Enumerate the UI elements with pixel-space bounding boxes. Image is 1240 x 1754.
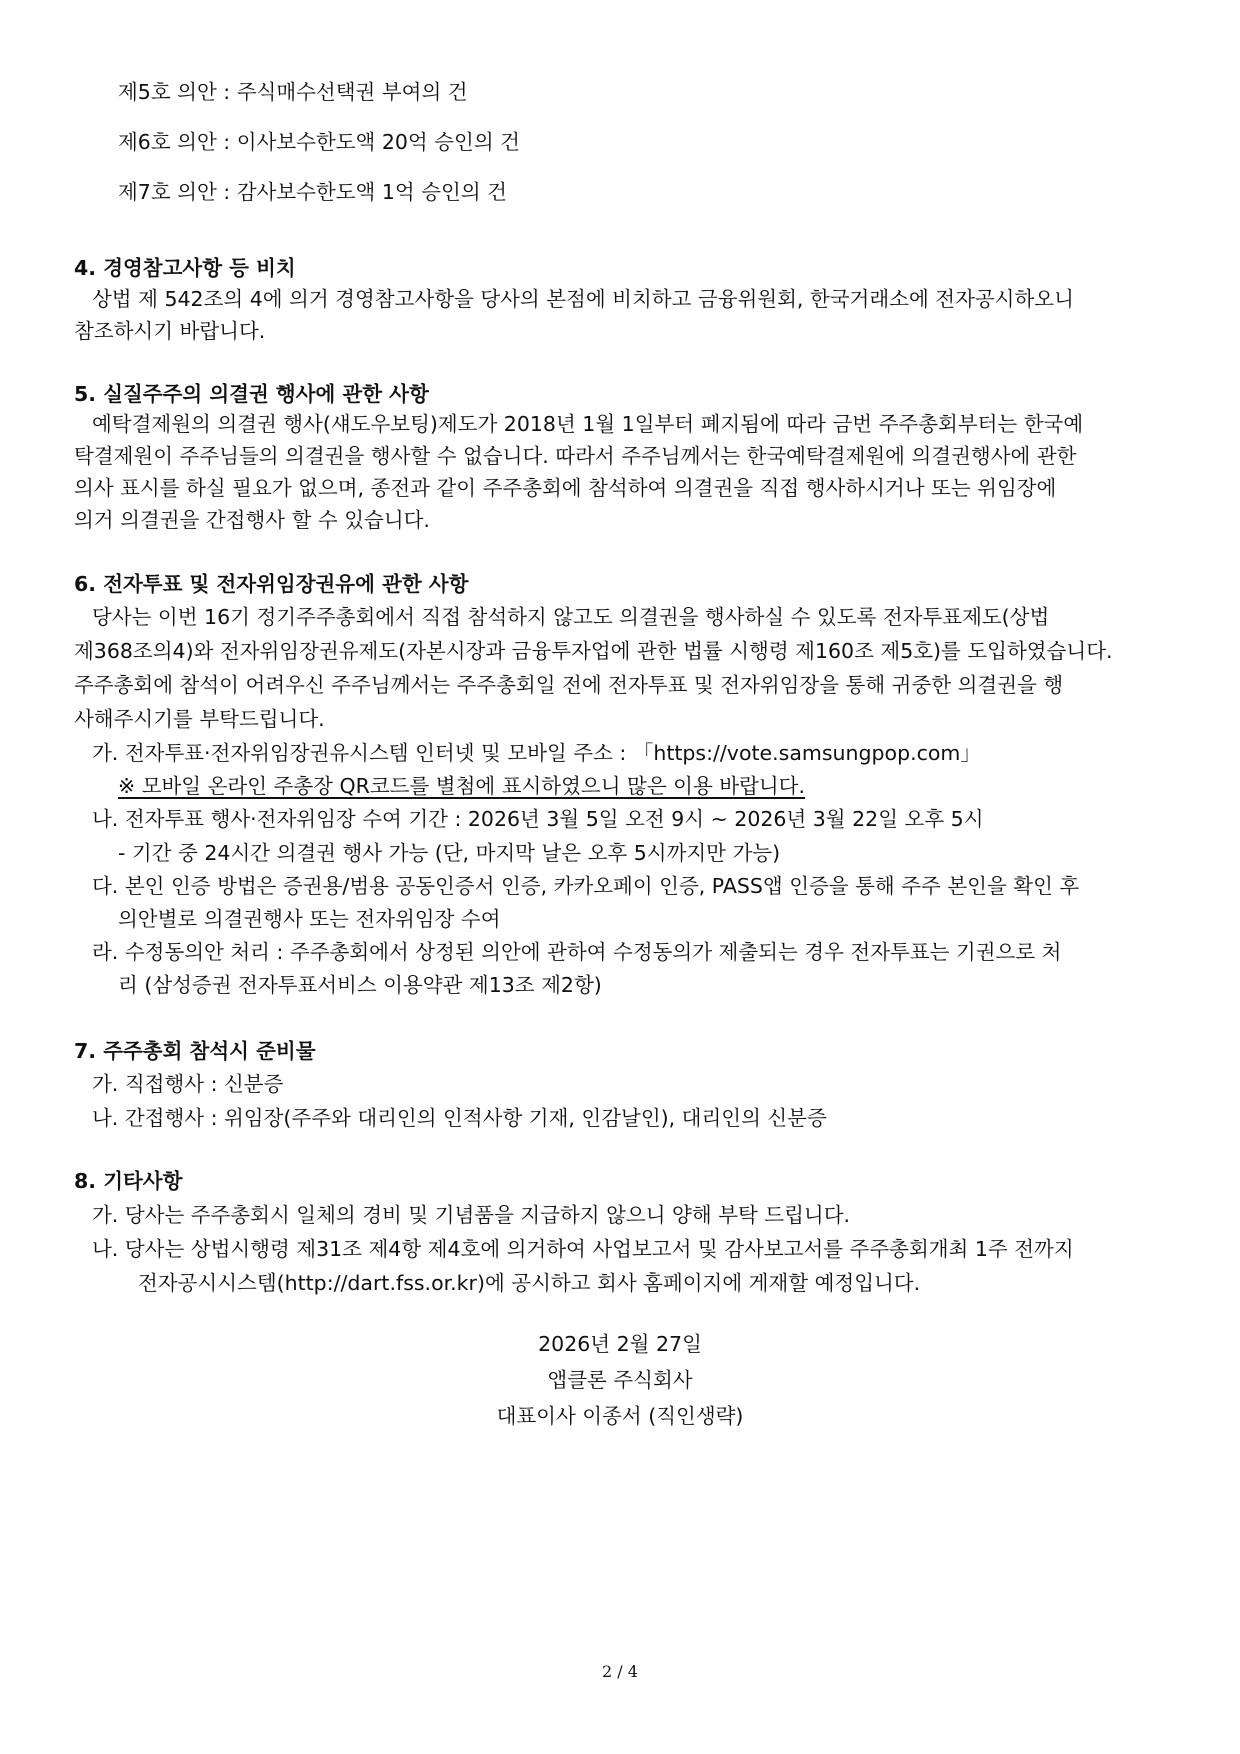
section-5-line-1: 예탁결제원의 의결권 행사(섀도우보팅)제도가 2018년 1월 1일부터 폐지됨에 따라 금번 주주총회부터는 한국예: [92, 412, 1084, 436]
section-5-line-4: 의거 의결권을 간접행사 할 수 있습니다.: [74, 508, 430, 532]
notice-date: 2026년 2월 27일: [538, 1332, 702, 1356]
section-7-item-ga: 가. 직접행사 : 신분증: [92, 1072, 284, 1096]
section-6-item-ga: 가. 전자투표·전자위임장권유시스템 인터넷 및 모바일 주소 : 「https://vote.samsungpop.com」: [92, 741, 981, 765]
ceo-signature: 대표이사 이종서 (직인생략): [496, 1404, 744, 1428]
section-6-item-ra-1: 라. 수정동의안 처리 : 주주총회에서 상정된 의안에 관하여 수정동의가 제출되는 경우 전자투표는 기권으로 처: [92, 940, 1062, 964]
section-4-line-2: 참조하시기 바랍니다.: [74, 319, 266, 343]
section-7-item-na: 나. 간접행사 : 위임장(주주와 대리인의 인적사항 기재, 인감날인), 대리인의 신분증: [92, 1106, 827, 1130]
agenda-item-5: 제5호 의안 : 주식매수선택권 부여의 건: [118, 80, 468, 104]
section-6-item-ra-2: 리 (삼성증권 전자투표서비스 이용약관 제13조 제2항): [118, 973, 602, 997]
page-number: 2 / 4: [602, 1662, 638, 1681]
section-7-heading: 7. 주주총회 참석시 준비물: [74, 1039, 316, 1063]
section-6-heading: 6. 전자투표 및 전자위임장권유에 관한 사항: [74, 572, 469, 596]
agenda-item-7: 제7호 의안 : 감사보수한도액 1억 승인의 건: [118, 180, 507, 204]
section-6-item-da-2: 의안별로 의결권행사 또는 전자위임장 수여: [118, 907, 501, 931]
section-6-period-note: - 기간 중 24시간 의결권 행사 가능 (단, 마지막 날은 오후 5시까지만 가능): [118, 841, 781, 865]
agenda-item-6: 제6호 의안 : 이사보수한도액 20억 승인의 건: [118, 130, 520, 154]
section-6-line-4: 사해주시기를 부탁드립니다.: [74, 707, 325, 731]
company-name: 앱클론 주식회사: [547, 1368, 693, 1392]
section-8-heading: 8. 기타사항: [74, 1169, 183, 1193]
section-6-line-3: 주주총회에 참석이 어려우신 주주님께서는 주주총회일 전에 전자투표 및 전자위임장을 통해 귀중한 의결권을 행: [74, 673, 1064, 697]
section-6-line-1: 당사는 이번 16기 정기주주총회에서 직접 참석하지 않고도 의결권을 행사하실 수 있도록 전자투표제도(상법: [92, 605, 1050, 629]
section-6-item-na: 나. 전자투표 행사·전자위임장 수여 기간 : 2026년 3월 5일 오전 9시 ~ 2026년 3월 22일 오후 5시: [92, 807, 984, 831]
section-8-item-na-1: 나. 당사는 상법시행령 제31조 제4항 제4호에 의거하여 사업보고서 및 감사보고서를 주주총회개최 1주 전까지: [92, 1237, 1074, 1261]
section-4-heading: 4. 경영참고사항 등 비치: [74, 256, 296, 280]
section-5-line-3: 의사 표시를 하실 필요가 없으며, 종전과 같이 주주총회에 참석하여 의결권을 직접 행사하시거나 또는 위임장에: [74, 476, 1057, 500]
section-4-line-1: 상법 제 542조의 4에 의거 경영참고사항을 당사의 본점에 비치하고 금융위원회, 한국거래소에 전자공시하오니: [92, 287, 1074, 311]
section-8-item-na-2: 전자공시시스템(http://dart.fss.or.kr)에 공시하고 회사 홈페이지에 게재할 예정입니다.: [138, 1271, 921, 1295]
section-5-line-2: 탁결제원이 주주님들의 의결권을 행사할 수 없습니다. 따라서 주주님께서는 한국예탁결제원에 의결권행사에 관한: [74, 444, 1077, 468]
section-6-qr-note: ※ 모바일 온라인 주총장 QR코드를 별첨에 표시하였으니 많은 이용 바랍니다.: [118, 774, 806, 798]
section-6-item-da-1: 다. 본인 인증 방법은 증권용/범용 공동인증서 인증, 카카오페이 인증, PASS앱 인증을 통해 주주 본인을 확인 후: [92, 874, 1080, 898]
section-8-item-ga: 가. 당사는 주주총회시 일체의 경비 및 기념품을 지급하지 않으니 양해 부탁 드립니다.: [92, 1203, 851, 1227]
section-5-heading: 5. 실질주주의 의결권 행사에 관한 사항: [74, 382, 429, 406]
section-6-line-2: 제368조의4)와 전자위임장권유제도(자본시장과 금융투자업에 관한 법률 시행령 제160조 제5호)를 도입하였습니다.: [74, 639, 1113, 663]
